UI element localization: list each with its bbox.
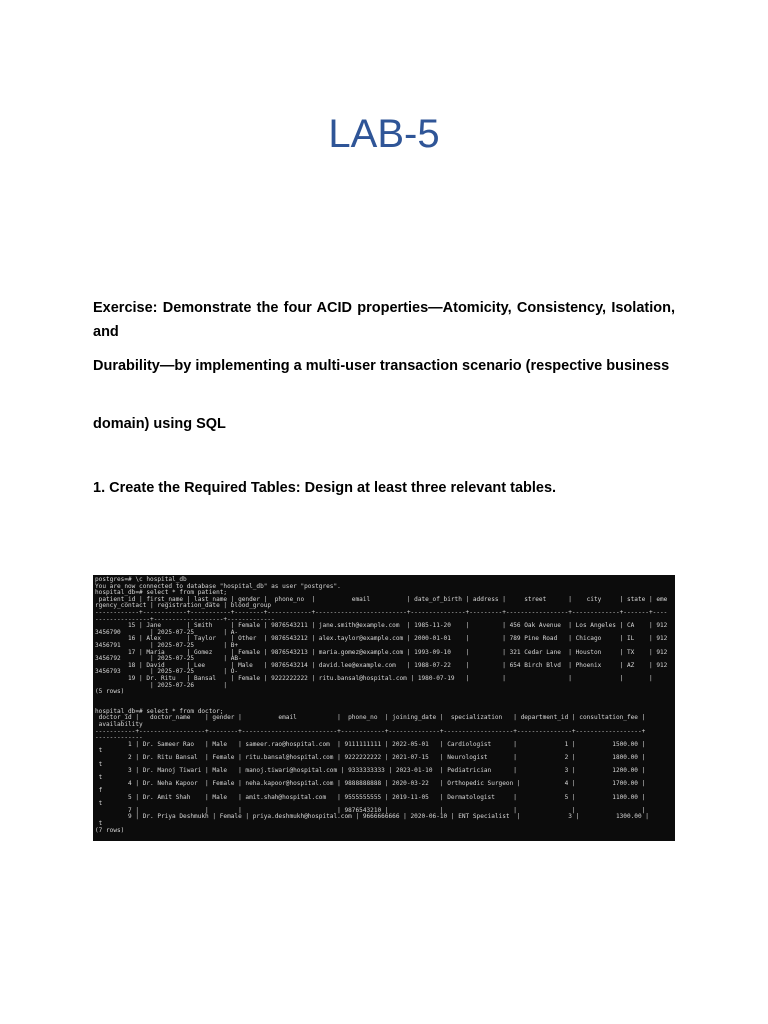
terminal-line: ------------+------------+-----------+--------+------------+-------------------------+---------------+---------+-----------------+-------------+-------+---- — [95, 608, 668, 616]
terminal-line: (5 rows) — [95, 688, 125, 696]
terminal-line: t — [95, 760, 103, 768]
terminal-line: -----------+------------------+--------+--------------------------+------------+--------------+-------------------+---------------+------------------+ — [95, 727, 646, 735]
terminal-line: 2 | Dr. Ritu Bansal | Female | ritu.bansal@hospital.com | 9222222222 | 2021-07-15 | Neurologist | 2 | 1800.00 | — [95, 754, 646, 762]
terminal-line: 7 | | | | 9876543210 | | | | | — [95, 806, 646, 814]
terminal-line: ------------- — [95, 734, 143, 742]
terminal-line: ---------------+-------------------+------------- — [95, 615, 275, 623]
terminal-line: patient_id | first_name | last_name | gender | phone_no | email | date_of_birth | address | street | city | state | eme — [95, 595, 668, 603]
terminal-line: 16 | Alex | Taylor | Other | 9876543212 | alex.taylor@example.com | 2000-01-01 | | 789 Pine Road | Chicago | IL | 912 — [95, 635, 668, 643]
terminal-line: (7 rows) — [95, 826, 125, 834]
terminal-line: rgency_contact | registration_date | blood_group — [95, 602, 272, 610]
terminal-line: t — [95, 747, 103, 755]
terminal-line: doctor_id | doctor_name | gender | email | phone_no | joining_date | specialization | department_id | consultation_fee | — [95, 714, 646, 722]
terminal-line: 3456790 | 2025-07-25 | A- — [95, 628, 239, 636]
terminal-output — [93, 575, 675, 834]
terminal-line: | 2025-07-26 | — [95, 681, 228, 689]
terminal-line: postgres=# \c hospital_db — [95, 576, 187, 583]
terminal-line: 9 | Dr. Priya Deshmukh | Female | priya.deshmukh@hospital.com | 9666666666 | 2020-06-10 | ENT Specialist | 3 | 1300.00 | — [95, 813, 649, 821]
terminal-line: 3 | Dr. Manoj Tiwari | Male | manoj.tiwari@hospital.com | 9333333333 | 2023-01-10 | Pediatrician | 3 | 1200.00 | — [95, 767, 646, 775]
terminal-line: t — [95, 819, 103, 827]
terminal-line: hospital_db=# select * from doctor; — [95, 707, 224, 715]
terminal-line: 5 | Dr. Amit Shah | Male | amit.shah@hospital.com | 9555555555 | 2019-11-05 | Dermatologist | 5 | 1100.00 | — [95, 793, 646, 801]
exercise-line-1: Exercise: Demonstrate the four ACID properties—Atomicity, Consistency, Isolation, and — [93, 300, 675, 340]
exercise-line-3: domain) using SQL — [93, 416, 226, 432]
document-title: LAB-5 — [328, 112, 440, 156]
section-heading: 1. Create the Required Tables: Design at least three relevant tables. — [93, 480, 557, 496]
terminal-line: 17 | Maria | Gomez | Female | 9876543213 | maria.gomez@example.com | 1993-09-10 | | 321 Cedar Lane | Houston | TX | 912 — [95, 648, 668, 656]
terminal-line: 1 | Dr. Sameer Rao | Male | sameer.rao@hospital.com | 9111111111 | 2022-05-01 | Cardiologist | 1 | 1500.00 | — [95, 740, 646, 748]
exercise-line-2: Durability—by implementing a multi-user transaction scenario (respective business — [93, 358, 670, 374]
terminal-screenshot — [93, 575, 675, 841]
terminal-line: 3456791 | 2025-07-25 | B+ — [95, 641, 239, 649]
terminal-line: t — [95, 773, 103, 781]
terminal-line: hospital_db=# select * from patient; — [95, 589, 228, 597]
terminal-line: t — [95, 800, 103, 808]
terminal-line: You are now connected to database "hospital_db" as user "postgres". — [95, 582, 341, 590]
terminal-line: availability — [95, 721, 143, 729]
terminal-line: 3456793 | 2025-07-25 | O- — [95, 668, 239, 676]
terminal-line: 3456792 | 2025-07-25 | AB- — [95, 655, 242, 663]
terminal-line: 4 | Dr. Neha Kapoor | Female | neha.kapoor@hospital.com | 9888888888 | 2020-03-22 | Orthopedic Surgeon | 4 | 1700.00 | — [95, 780, 646, 788]
terminal-line: 19 | Dr. Ritu | Bansal | Female | 9222222222 | ritu.bansal@hospital.com | 1980-07-19 | | | | | — [95, 674, 653, 682]
terminal-line: 15 | Jane | Smith | Female | 9876543211 | jane.smith@example.com | 1985-11-20 | | 456 Oak Avenue | Los Angeles | CA | 912 — [95, 622, 668, 630]
terminal-line: f — [95, 787, 103, 794]
terminal-line: 18 | David | Lee | Male | 9876543214 | david.lee@example.com | 1988-07-22 | | 654 Birch Blvd | Phoenix | AZ | 912 — [95, 661, 668, 669]
